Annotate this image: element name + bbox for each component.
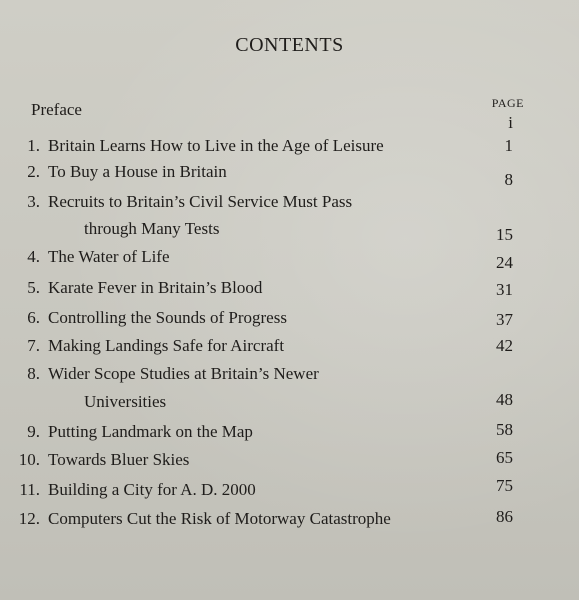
toc-entry-continuation (0, 219, 579, 245)
toc-entry (0, 422, 579, 448)
entry-page-number: 15 (496, 225, 513, 244)
entry-page-number: 24 (496, 253, 513, 272)
toc-entry (0, 308, 579, 334)
entry-number: 10. (18, 450, 40, 469)
toc-entry (0, 136, 579, 162)
entry-number: 9. (27, 422, 40, 441)
entry-title: Recruits to Britain’s Civil Service Must Pass (48, 192, 353, 211)
entry-page-number: 65 (496, 448, 513, 467)
entry-page-number: 8 (504, 170, 513, 189)
entry-number: 1. (27, 136, 40, 155)
entry-page-number: 42 (496, 336, 513, 355)
entry-title-continued: through Many Tests (84, 219, 220, 238)
toc-entry (0, 364, 579, 390)
entry-title: Putting Landmark on the Map (48, 422, 253, 441)
toc-entry (0, 336, 579, 362)
entry-title: Building a City for A. D. 2000 (48, 480, 256, 499)
entry-number: 8. (27, 364, 40, 383)
toc-entry (0, 162, 579, 188)
toc-entry (0, 509, 579, 535)
preface-page-number: i (508, 113, 513, 132)
entry-title: Making Landings Safe for Aircraft (48, 336, 285, 355)
entry-title: Towards Bluer Skies (48, 450, 190, 469)
entry-number: 12. (18, 509, 40, 528)
contents-heading: CONTENTS (235, 34, 344, 56)
entry-number: 3. (27, 192, 40, 211)
toc-entry (0, 192, 579, 218)
entry-number: 5. (27, 278, 40, 297)
entry-page-number: 37 (496, 310, 513, 329)
entry-number: 6. (27, 308, 40, 327)
entry-page-number: 86 (496, 507, 513, 526)
entry-number: 4. (27, 247, 40, 266)
toc-entry-continuation (0, 392, 579, 418)
entry-title: The Water of Life (48, 247, 170, 266)
entry-page-number: 1 (504, 136, 513, 155)
page-column-label: PAGE (491, 96, 524, 110)
entry-page-number: 58 (496, 420, 513, 439)
entry-title: To Buy a House in Britain (48, 162, 227, 181)
entry-page-number: 48 (496, 390, 513, 409)
toc-entry (0, 450, 579, 476)
toc-entry (0, 476, 579, 506)
entry-title: Karate Fever in Britain’s Blood (48, 278, 263, 297)
entry-title: Wider Scope Studies at Britain’s Newer (48, 364, 319, 383)
toc-entry (0, 278, 579, 304)
entry-title: Britain Learns How to Live in the Age of Leisure (48, 136, 384, 155)
entry-title: Controlling the Sounds of Progress (48, 308, 287, 327)
toc-entry (0, 247, 579, 273)
entry-page-number: 31 (496, 280, 513, 299)
entry-page-number: 75 (496, 476, 513, 495)
entry-title-continued: Universities (84, 392, 167, 411)
preface-label: Preface (31, 100, 82, 119)
entry-number: 2. (27, 162, 40, 181)
entry-number: 11. (19, 480, 40, 499)
entry-number: 7. (27, 336, 40, 355)
entry-title: Computers Cut the Risk of Motorway Catastrophe (48, 509, 391, 528)
